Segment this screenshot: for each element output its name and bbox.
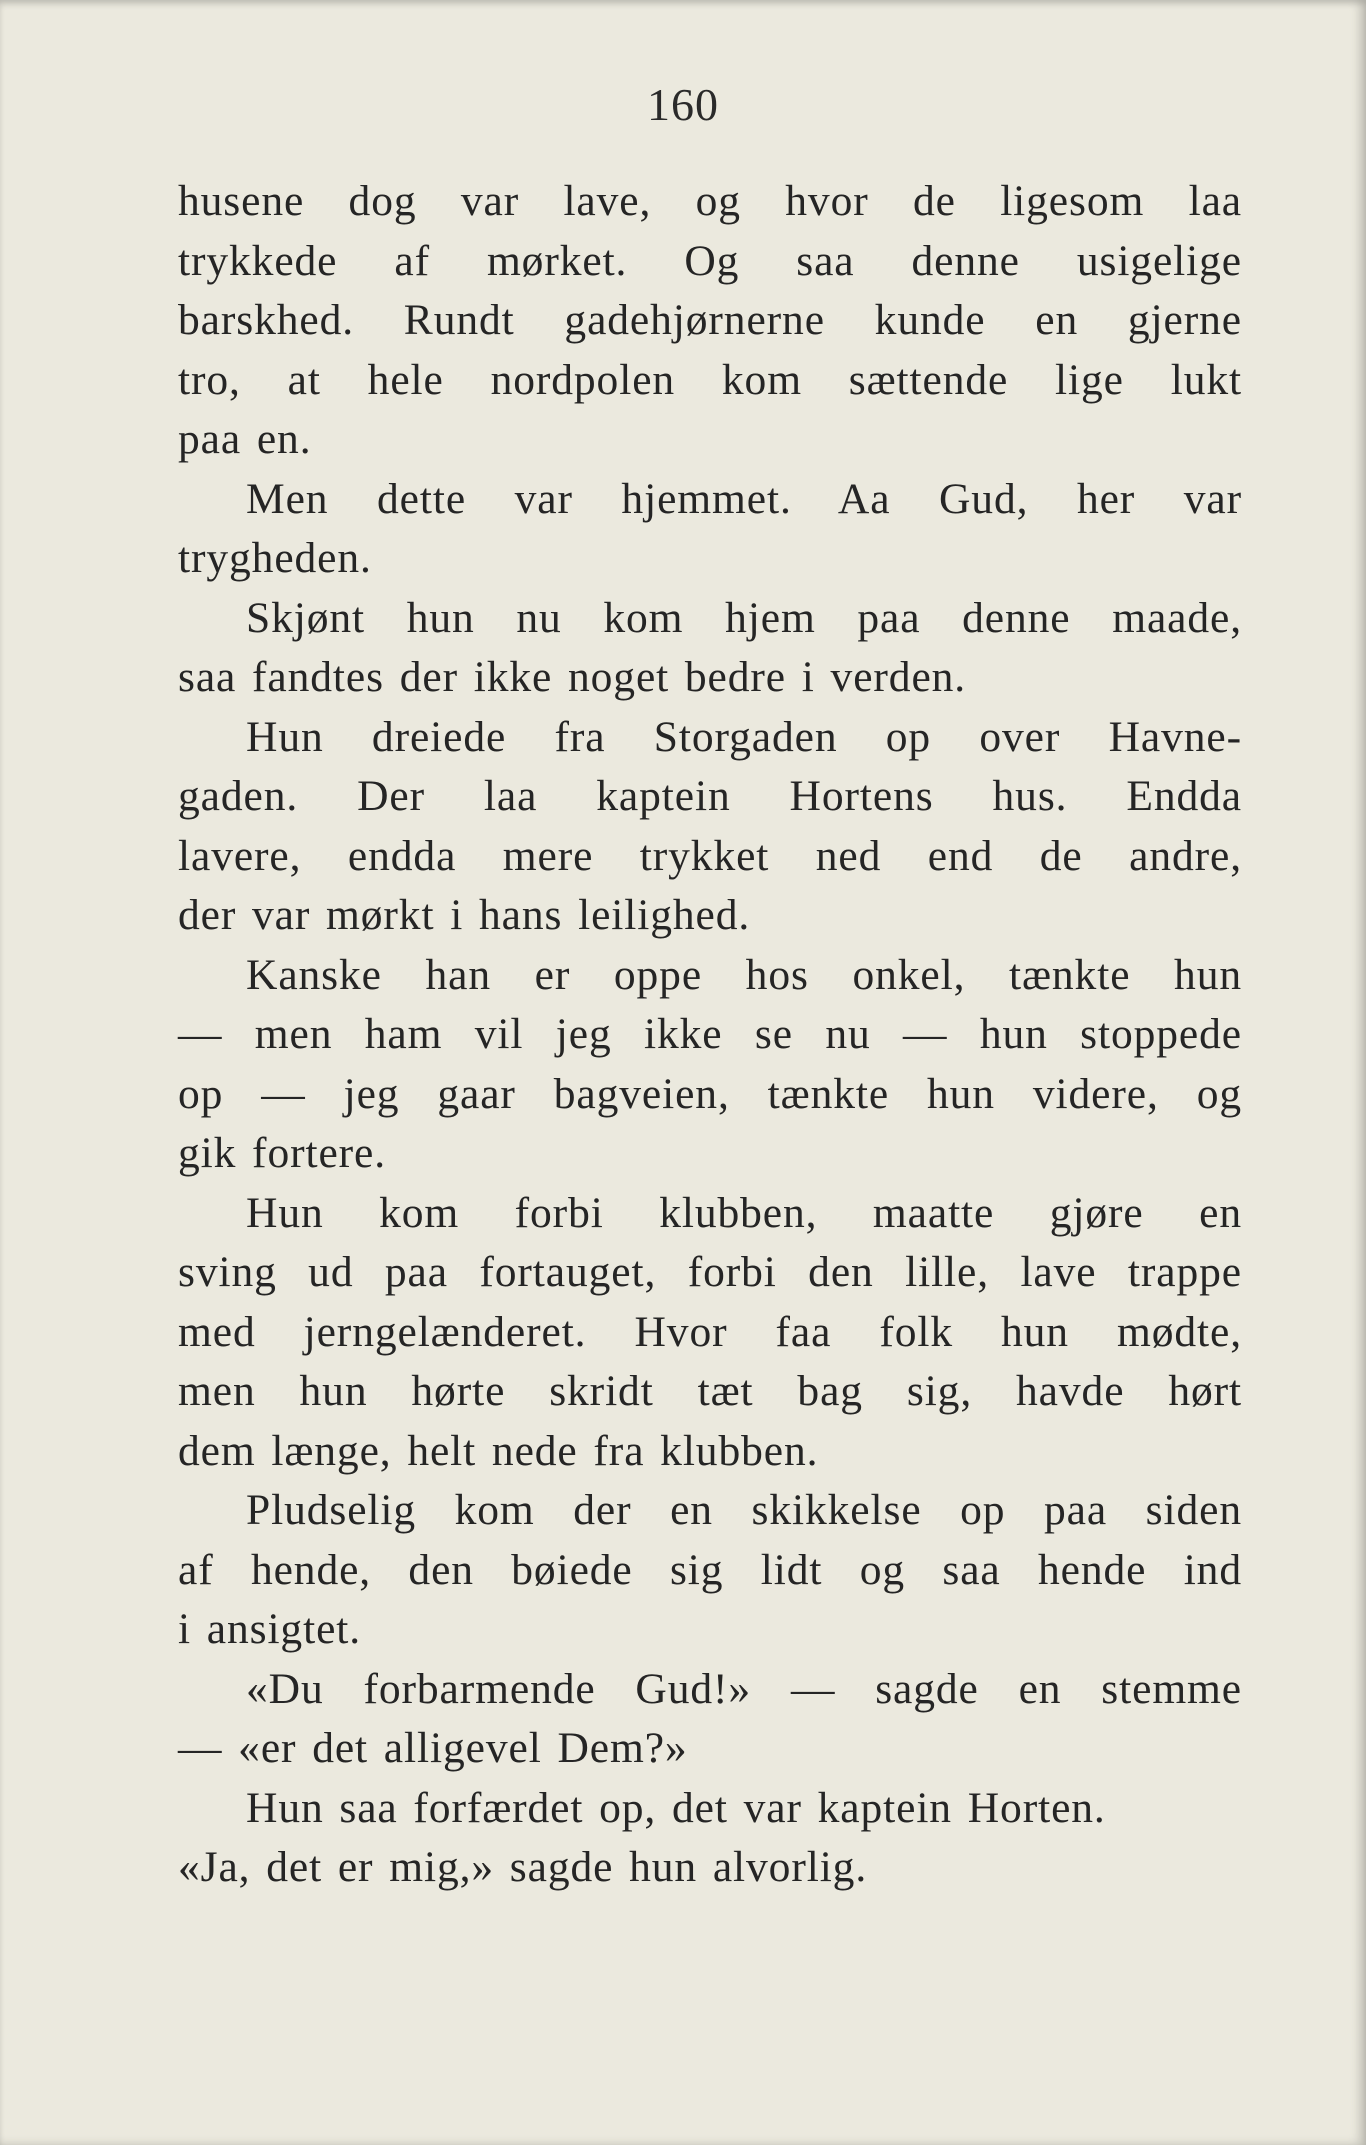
text-line: trygheden. (178, 534, 372, 582)
text-line: dem længe, helt nede fra klubben. (178, 1426, 819, 1475)
text-line: Pludselig kom der en skikkelse op paa siden (246, 1486, 1242, 1534)
text-line: med jerngelænderet. Hvor faa folk hun mødte, (178, 1307, 1242, 1356)
text-line: trykkede af mørket. Og saa denne usigelige (178, 236, 1242, 285)
text-line: Men dette var hjemmet. Aa Gud, her var (246, 474, 1242, 523)
text-line: «Ja, det er mig,» sagde hun alvorlig. (178, 1843, 868, 1891)
text-line: sving ud paa fortauget, forbi den lille, lave trappe (178, 1248, 1242, 1296)
text-line: af hende, den bøiede sig lidt og saa hende ind (178, 1545, 1242, 1594)
text-line: op — jeg gaar bagveien, tænkte hun videre, og (178, 1069, 1242, 1118)
text-line: Hun dreiede fra Storgaden op over Havne- (246, 712, 1242, 761)
text-line: «Du forbarmende Gud!» — sagde en stemme (246, 1664, 1242, 1713)
text-line: Hun kom forbi klubben, maatte gjøre en (246, 1188, 1242, 1237)
text-line: saa fandtes der ikke noget bedre i verden. (178, 653, 967, 701)
text-line: der var mørkt i hans leilighed. (178, 891, 751, 939)
text-line: i ansigtet. (178, 1605, 362, 1653)
text-line: gaden. Der laa kaptein Hortens hus. Endda (178, 772, 1242, 820)
text-line: — men ham vil jeg ikke se nu — hun stoppede (178, 1010, 1242, 1058)
text-line: husene dog var lave, og hvor de ligesom laa (178, 177, 1242, 225)
text-line: Skjønt hun nu kom hjem paa denne maade, (246, 593, 1242, 642)
text-line: — «er det alligevel Dem?» (178, 1724, 688, 1772)
body-text (178, 172, 1242, 1898)
text-line: men hun hørte skridt tæt bag sig, havde hørt (178, 1367, 1242, 1415)
page-number: 160 (647, 79, 719, 130)
text-line: Kanske han er oppe hos onkel, tænkte hun (246, 950, 1242, 999)
text-line: gik fortere. (178, 1129, 387, 1177)
text-line: paa en. (178, 415, 312, 463)
text-line: Hun saa forfærdet op, det var kaptein Horten. (246, 1783, 1106, 1832)
text-line: barskhed. Rundt gadehjørnerne kunde en gjerne (178, 296, 1242, 344)
text-line: tro, at hele nordpolen kom sættende lige lukt (178, 355, 1242, 404)
text-line: lavere, endda mere trykket ned end de andre, (178, 831, 1242, 880)
